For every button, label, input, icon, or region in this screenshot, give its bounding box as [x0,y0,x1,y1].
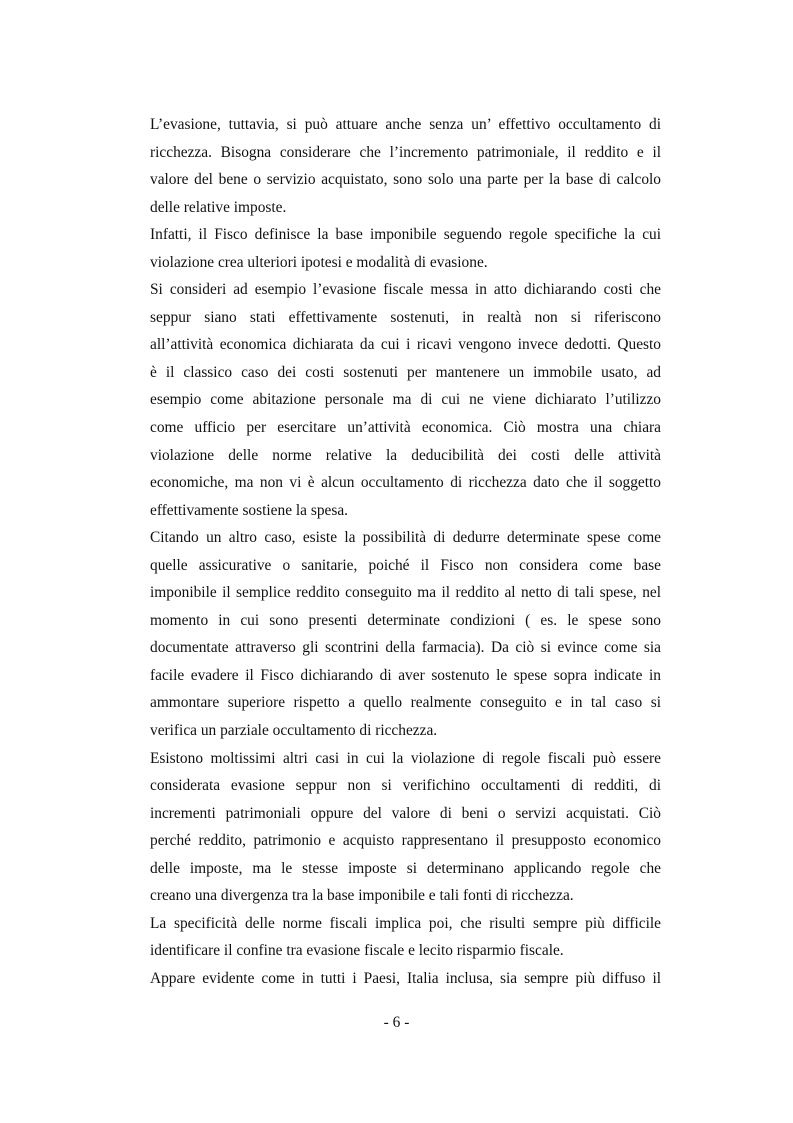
text-line: Esistono moltissimi altri casi in cui la violazione di regole fiscali può essere [150,749,661,767]
text-line: momento in cui sono presenti determinate condizioni ( es. le spese sono [150,611,661,629]
text-line: identificare il confine tra evasione fiscale e lecito risparmio fiscale. [150,942,564,960]
page-number: - 6 - [383,1014,410,1031]
text-line: Appare evidente come in tutti i Paesi, Italia inclusa, sia sempre più diffuso il [150,969,661,987]
paragraph [150,221,661,276]
text-line: facile evadere il Fisco dichiarando di aver sostenuto le spese sopra indicate in [150,666,661,684]
paragraph [150,111,661,221]
text-line: imponibile il semplice reddito conseguito ma il reddito al netto di tali spese, nel [150,584,661,602]
paragraph [150,910,661,965]
paragraph [150,745,661,910]
text-line: ricchezza. Bisogna considerare che l’incremento patrimoniale, il reddito e il [150,143,661,161]
document-body [150,111,661,993]
text-line: Citando un altro caso, esiste la possibilità di dedurre determinate spese come [150,529,661,547]
paragraph [150,524,661,744]
text-line: esempio come abitazione personale ma di cui ne viene dichiarato l’utilizzo [150,391,661,409]
text-line: verifica un parziale occultamento di ricchezza. [150,722,438,740]
text-line: Infatti, il Fisco definisce la base imponibile seguendo regole specifiche la cui [150,226,661,244]
text-line: delle relative imposte. [150,198,287,216]
text-line: creano una divergenza tra la base imponibile e tali fonti di ricchezza. [150,887,574,905]
text-line: considerata evasione seppur non si verifichino occultamenti di redditi, di [150,777,661,795]
paragraph [150,276,661,524]
text-line: come ufficio per esercitare un’attività economica. Ciò mostra una chiara [150,419,661,437]
text-line: quelle assicurative o sanitarie, poiché il Fisco non considera come base [150,556,661,574]
text-line: ammontare superiore rispetto a quello realmente conseguito e in tal caso si [150,694,661,712]
text-line: effettivamente sostiene la spesa. [150,501,349,519]
text-line: valore del bene o servizio acquistato, sono solo una parte per la base di calcolo [150,171,661,189]
text-line: La specificità delle norme fiscali implica poi, che risulti sempre più difficile [150,914,661,932]
paragraph [150,965,661,993]
text-line: Si consideri ad esempio l’evasione fiscale messa in atto dichiarando costi che [150,281,661,299]
text-line: economiche, ma non vi è alcun occultamento di ricchezza dato che il soggetto [150,474,661,492]
text-line: perché reddito, patrimonio e acquisto rappresentano il presupposto economico [150,832,661,850]
text-line: L’evasione, tuttavia, si può attuare anche senza un’ effettivo occultamento di [150,116,661,133]
text-line: incrementi patrimoniali oppure del valore di beni o servizi acquistati. Ciò [150,804,661,822]
text-line: è il classico caso dei costi sostenuti per mantenere un immobile usato, ad [150,363,661,381]
text-line: delle imposte, ma le stesse imposte si determinano applicando regole che [150,859,661,877]
text-line: violazione crea ulteriori ipotesi e modalità di evasione. [150,253,488,271]
text-line: violazione delle norme relative la deducibilità dei costi delle attività [150,446,661,464]
text-line: seppur siano stati effettivamente sostenuti, in realtà non si riferiscono [150,308,661,326]
text-line: all’attività economica dichiarata da cui i ricavi vengono invece dedotti. Questo [150,336,661,354]
text-line: documentate attraverso gli scontrini della farmacia). Da ciò si evince come sia [150,639,661,657]
